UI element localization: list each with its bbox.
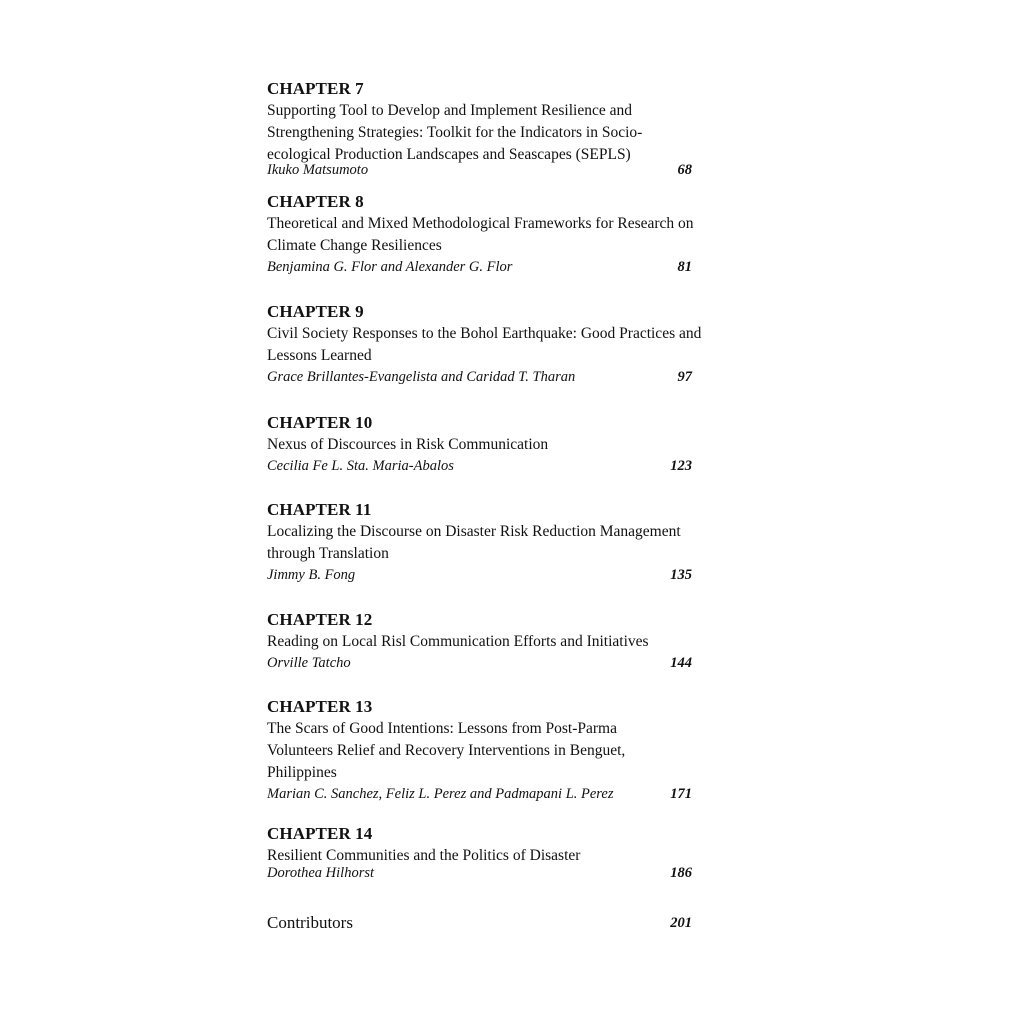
- page-number: 171: [670, 786, 692, 802]
- author-line: [267, 863, 697, 883]
- author-line: [267, 456, 697, 476]
- chapter-authors: Grace Brillantes-Evangelista and Caridad T. Tharan: [267, 369, 576, 385]
- author-line: [267, 784, 697, 804]
- toc-entry-chapter-7: [267, 79, 757, 180]
- page-number: 97: [677, 369, 692, 385]
- chapter-authors: Dorothea Hilhorst: [267, 865, 375, 881]
- toc-entry-contributors: [267, 911, 697, 935]
- author-line: [267, 653, 697, 673]
- page-number: 201: [670, 915, 692, 931]
- chapter-authors: Marian C. Sanchez, Feliz L. Perez and Padmapani L. Perez: [267, 786, 614, 802]
- chapter-title: Resilient Communities and the Politics of Disaster: [267, 847, 581, 864]
- chapter-title: Theoretical and Mixed Methodological Frameworks for Research on Climate Change Resiliences: [267, 215, 694, 254]
- chapter-label: CHAPTER 14: [267, 824, 373, 843]
- page-number: 81: [677, 259, 692, 275]
- author-line: [267, 160, 697, 180]
- chapter-label: CHAPTER 7: [267, 79, 364, 98]
- page-number: 68: [677, 162, 692, 178]
- page-number: 186: [670, 865, 692, 881]
- author-line: [267, 565, 697, 585]
- toc-entry-chapter-11: [267, 500, 757, 585]
- chapter-title: Civil Society Responses to the Bohol Earthquake: Good Practices and Lessons Learned: [267, 325, 702, 364]
- chapter-title: Localizing the Discourse on Disaster Risk Reduction Management through Translation: [267, 523, 681, 562]
- toc-entry-chapter-12: [267, 610, 757, 673]
- chapter-label: CHAPTER 8: [267, 192, 364, 211]
- chapter-label: CHAPTER 11: [267, 500, 372, 519]
- chapter-label: CHAPTER 10: [267, 413, 373, 432]
- contributors-label: Contributors: [267, 913, 353, 932]
- chapter-authors: Ikuko Matsumoto: [267, 162, 369, 178]
- toc-entry-chapter-14: [267, 824, 757, 883]
- chapter-authors: Benjamina G. Flor and Alexander G. Flor: [267, 259, 513, 275]
- chapter-title: Reading on Local Risl Communication Efforts and Initiatives: [267, 633, 649, 650]
- chapter-title: Nexus of Discources in Risk Communication: [267, 436, 549, 453]
- chapter-authors: Jimmy B. Fong: [267, 567, 356, 583]
- toc-entry-chapter-13: [267, 697, 757, 804]
- chapter-authors: Orville Tatcho: [267, 655, 351, 671]
- page-number: 144: [670, 655, 692, 671]
- toc-entry-chapter-10: [267, 413, 757, 476]
- author-line: [267, 257, 697, 277]
- toc-entry-chapter-8: [267, 192, 757, 277]
- chapter-title: Supporting Tool to Develop and Implement Resilience and Strengthening Strategies: Toolkit for the Indicators in Socio- ecological Production Landscapes and Seascapes (SEPLS): [267, 102, 643, 163]
- chapter-authors: Cecilia Fe L. Sta. Maria-Abalos: [267, 458, 454, 474]
- toc-entry-chapter-9: [267, 302, 757, 387]
- chapter-label: CHAPTER 13: [267, 697, 373, 716]
- page-number: 123: [670, 458, 692, 474]
- chapter-label: CHAPTER 9: [267, 302, 364, 321]
- page-number: 135: [670, 567, 692, 583]
- table-of-contents: [267, 0, 767, 1024]
- chapter-label: CHAPTER 12: [267, 610, 373, 629]
- author-line: [267, 367, 697, 387]
- chapter-title: The Scars of Good Intentions: Lessons from Post-Parma Volunteers Relief and Recovery Interventions in Benguet, Philippines: [267, 720, 626, 781]
